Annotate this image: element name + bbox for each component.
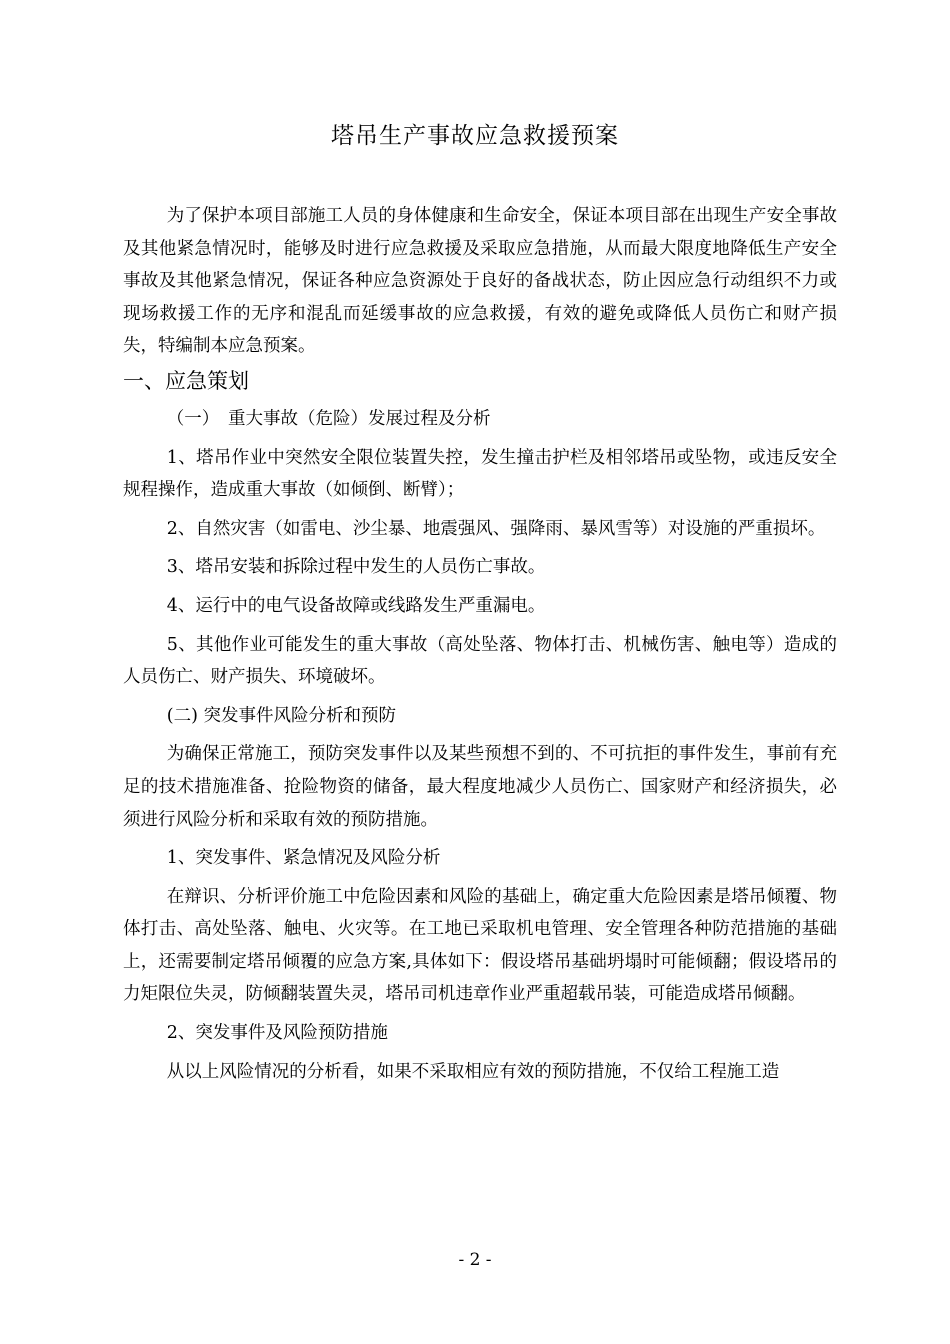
body-paragraph: 从以上风险情况的分析看，如果不采取相应有效的预防措施，不仅给工程施工造 [166,1061,780,1082]
list-item: 5、其他作业可能发生的重大事故（高处坠落、物体打击、机械伤害、触电等）造成的人员伤亡、财产损失、环境破坏。 [123,634,837,688]
document-body [123,200,837,1088]
list-item: 3、塔吊安装和拆除过程中发生的人员伤亡事故。 [166,557,546,578]
page-number: - 2 - [458,1250,492,1270]
list-item: 1、塔吊作业中突然安全限位装置失控，发生撞击护栏及相邻塔吊或坠物，或违反安全规程操作，造成重大事故（如倾倒、断臂）； [123,447,837,501]
point-heading: 2、突发事件及风险预防措施 [166,1023,388,1044]
subsection-heading: （一） 重大事故（危险）发展过程及分析 [166,408,491,429]
body-paragraph: 在辩识、分析评价施工中危险因素和风险的基础上，确定重大危险因素是塔吊倾覆、物体打击、高处坠落、触电、火灾等。在工地已采取机电管理、安全管理各种防范措施的基础上，还需要制定塔吊倾覆的应急方案,具体如下：假设塔吊基础坍塌时可能倾翻；假设塔吊的力矩限位失灵，防倾翻装置失灵，塔吊司机违章作业严重超载吊装，可能造成塔吊倾翻。 [123,886,837,1005]
list-item: 4、运行中的电气设备故障或线路发生严重漏电。 [166,595,546,616]
section-heading: 一、应急策划 [123,368,249,393]
body-paragraph: 为确保正常施工，预防突发事件以及某些预想不到的、不可抗拒的事件发生，事前有充足的技术措施准备、抢险物资的储备，最大程度地减少人员伤亡、国家财产和经济损失，必须进行风险分析和采取有效的预防措施。 [123,744,837,830]
document-title: 塔吊生产事故应急救援预案 [331,123,619,149]
list-item: 2、自然灾害（如雷电、沙尘暴、地震强风、强降雨、暴风雪等）对设施的严重损坏。 [166,518,826,539]
intro-paragraph: 为了保护本项目部施工人员的身体健康和生命安全，保证本项目部在出现生产安全事故及其他紧急情况时，能够及时进行应急救援及采取应急措施，从而最大限度地降低生产安全事故及其他紧急情况，保证各种应急资源处于良好的备战状态，防止因应急行动组织不力或现场救援工作的无序和混乱而延缓事故的应急救援，有效的避免或降低人员伤亡和财产损失，特编制本应急预案。 [123,206,837,357]
point-heading: 1、突发事件、紧急情况及风险分析 [166,848,441,869]
subsection-heading: (二) 突发事件风险分析和预防 [166,705,396,726]
